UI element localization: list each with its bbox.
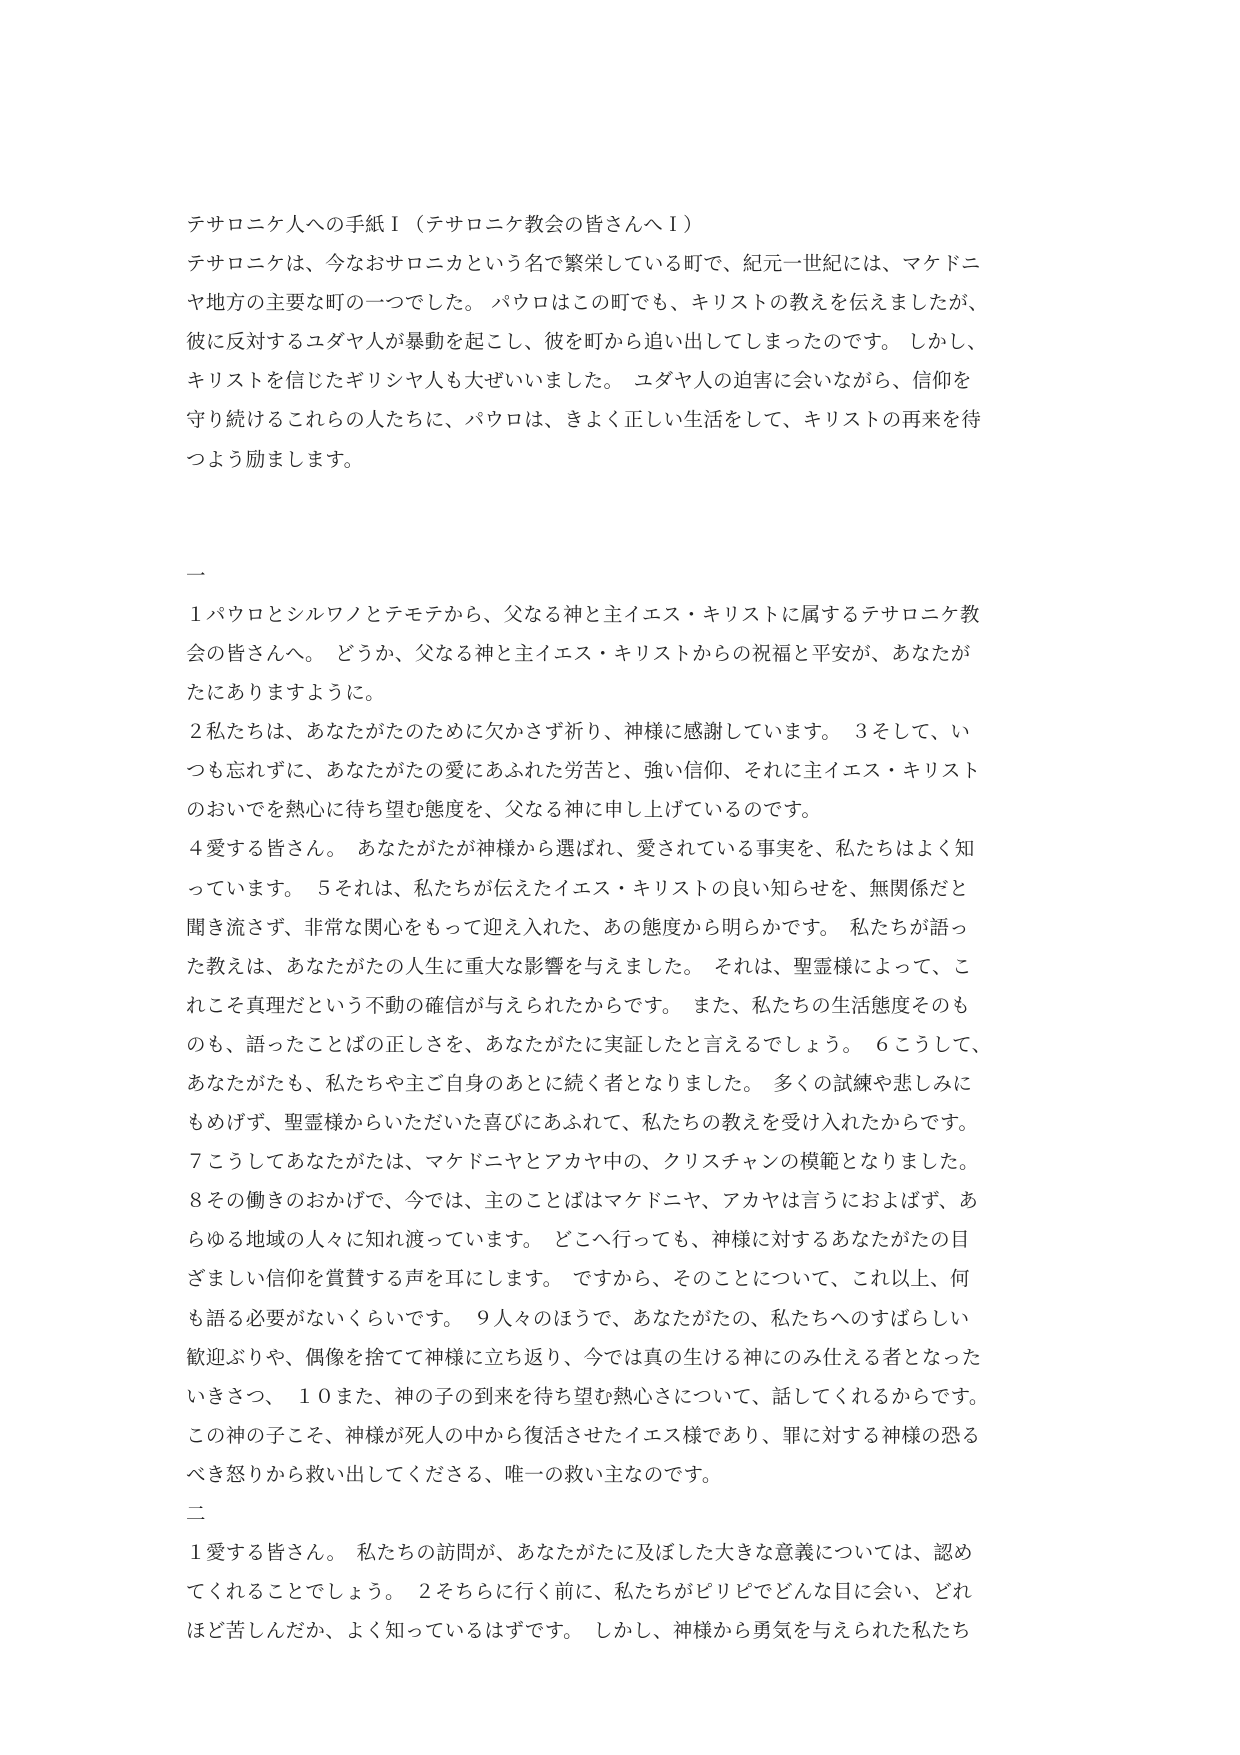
chapter-1-line: いきさつ、 １０また、神の子の到来を待ち望む熱心さについて、話してくれるからです。 <box>186 1384 989 1408</box>
intro-line: ヤ地方の主要な町の一つでした。 パウロはこの町でも、キリストの教えを伝えましたが、 <box>186 291 989 315</box>
document-title: テサロニケ人への手紙Ｉ（テサロニケ教会の皆さんへＩ） <box>186 213 704 236</box>
intro-line: 彼に反対するユダヤ人が暴動を起こし、彼を町から追い出してしまったのです。 しかし、 <box>186 330 988 354</box>
document-page <box>186 205 1056 1650</box>
chapter-1-line: つも忘れずに、あなたがたの愛にあふれた労苦と、強い信仰、それに主イエス・キリスト <box>186 759 981 783</box>
chapter-1-line: ８その働きのおかげで、今では、主のことばはマケドニヤ、アカヤは言うにおよばず、あ <box>186 1189 979 1213</box>
chapter-1-line: １パウロとシルワノとテモテから、父なる神と主イエス・キリストに属するテサロニケ教 <box>186 602 980 626</box>
chapter-2-body <box>186 1533 1056 1650</box>
chapter-1-line: この神の子こそ、神様が死人の中から復活させたイエス様であり、罪に対する神様の恐る <box>186 1423 981 1447</box>
chapter-2-line: ほど苦しんだか、よく知っているはずです。 しかし、神様から勇気を与えられた私たち <box>186 1619 972 1643</box>
chapter-1-line: べき怒りから救い出してくださる、唯一の救い主なのです。 <box>186 1462 722 1486</box>
chapter-1-line: た教えは、あなたがたの人生に重大な影響を与えました。 それは、聖霊様によって、こ <box>186 954 972 978</box>
intro-paragraph <box>186 244 1056 479</box>
chapter-2-line: てくれることでしょう。 ２そちらに行く前に、私たちがピリピでどんな目に会い、どれ <box>186 1580 973 1604</box>
chapter-1-line: も語る必要がないくらいです。 ９人々のほうで、あなたがたの、私たちへのすばらしい <box>186 1306 970 1330</box>
intro-line: テサロニケは、今なおサロニカという名で繁栄している町で、紀元一世紀には、マケドニ <box>186 252 981 276</box>
chapter-1-body <box>186 595 1056 1494</box>
chapter-1-line: もめげず、聖霊様からいただいた喜びにあふれて、私たちの教えを受け入れたからです。 <box>186 1111 979 1135</box>
chapter-1-heading: 一 <box>186 563 206 587</box>
chapter-1-line: ７こうしてあなたがたは、マケドニヤとアカヤ中の、クリスチャンの模範となりました。 <box>186 1150 979 1174</box>
chapter-1-line: 聞き流さず、非常な関心をもって迎え入れた、あの態度から明らかです。 私たちが語っ <box>186 915 970 939</box>
chapter-1-line: のおいでを熱心に待ち望む態度を、父なる神に申し上げているのです。 <box>186 798 822 822</box>
intro-line: 守り続けるこれらの人たちに、パウロは、きよく正しい生活をして、キリストの再来を待 <box>186 408 982 432</box>
chapter-1-line: れこそ真理だという不動の確信が与えられたからです。 また、私たちの生活態度そのも <box>186 993 971 1017</box>
chapter-1-line: あなたがたも、私たちや主ご自身のあとに続く者となりました。 多くの試練や悲しみに <box>186 1071 973 1095</box>
chapter-2-line: １愛する皆さん。 私たちの訪問が、あなたがたに及ぼした大きな意義については、認め <box>186 1541 974 1565</box>
chapter-1-line: らゆる地域の人々に知れ渡っています。 どこへ行っても、神様に対するあなたがたの目 <box>186 1228 970 1252</box>
chapter-1-line: たにありますように。 <box>186 681 386 705</box>
chapter-2-heading: 二 <box>186 1502 206 1525</box>
blank-line <box>186 479 1056 518</box>
chapter-1-line: ざましい信仰を賞賛する声を耳にします。 ですから、そのことについて、これ以上、何 <box>186 1267 970 1291</box>
intro-line: キリストを信じたギリシヤ人も大ぜいいました。 ユダヤ人の迫害に会いながら、信仰を <box>186 369 972 393</box>
blank-line <box>186 518 1056 556</box>
chapter-1-line: ４愛する皆さん。 あなたがたが神様から選ばれ、愛されている事実を、私たちはよく知 <box>186 837 975 861</box>
chapter-1-line: のも、語ったことばの正しさを、あなたがたに実証したと言えるでしょう。 ６こうして、 <box>186 1032 992 1056</box>
chapter-1-line: っています。 ５それは、私たちが伝えたイエス・キリストの良い知らせを、無関係だと <box>186 876 969 900</box>
chapter-1-line: ２私たちは、あなたがたのために欠かさず祈り、神様に感謝しています。 ３そして、い <box>186 720 971 744</box>
chapter-1-line: 歓迎ぶりや、偶像を捨てて神様に立ち返り、今では真の生ける神にのみ仕える者となった <box>186 1345 982 1369</box>
intro-line: つよう励まします。 <box>186 447 364 471</box>
chapter-1-line: 会の皆さんへ。 どうか、父なる神と主イエス・キリストからの祝福と平安が、あなたが <box>186 641 971 665</box>
